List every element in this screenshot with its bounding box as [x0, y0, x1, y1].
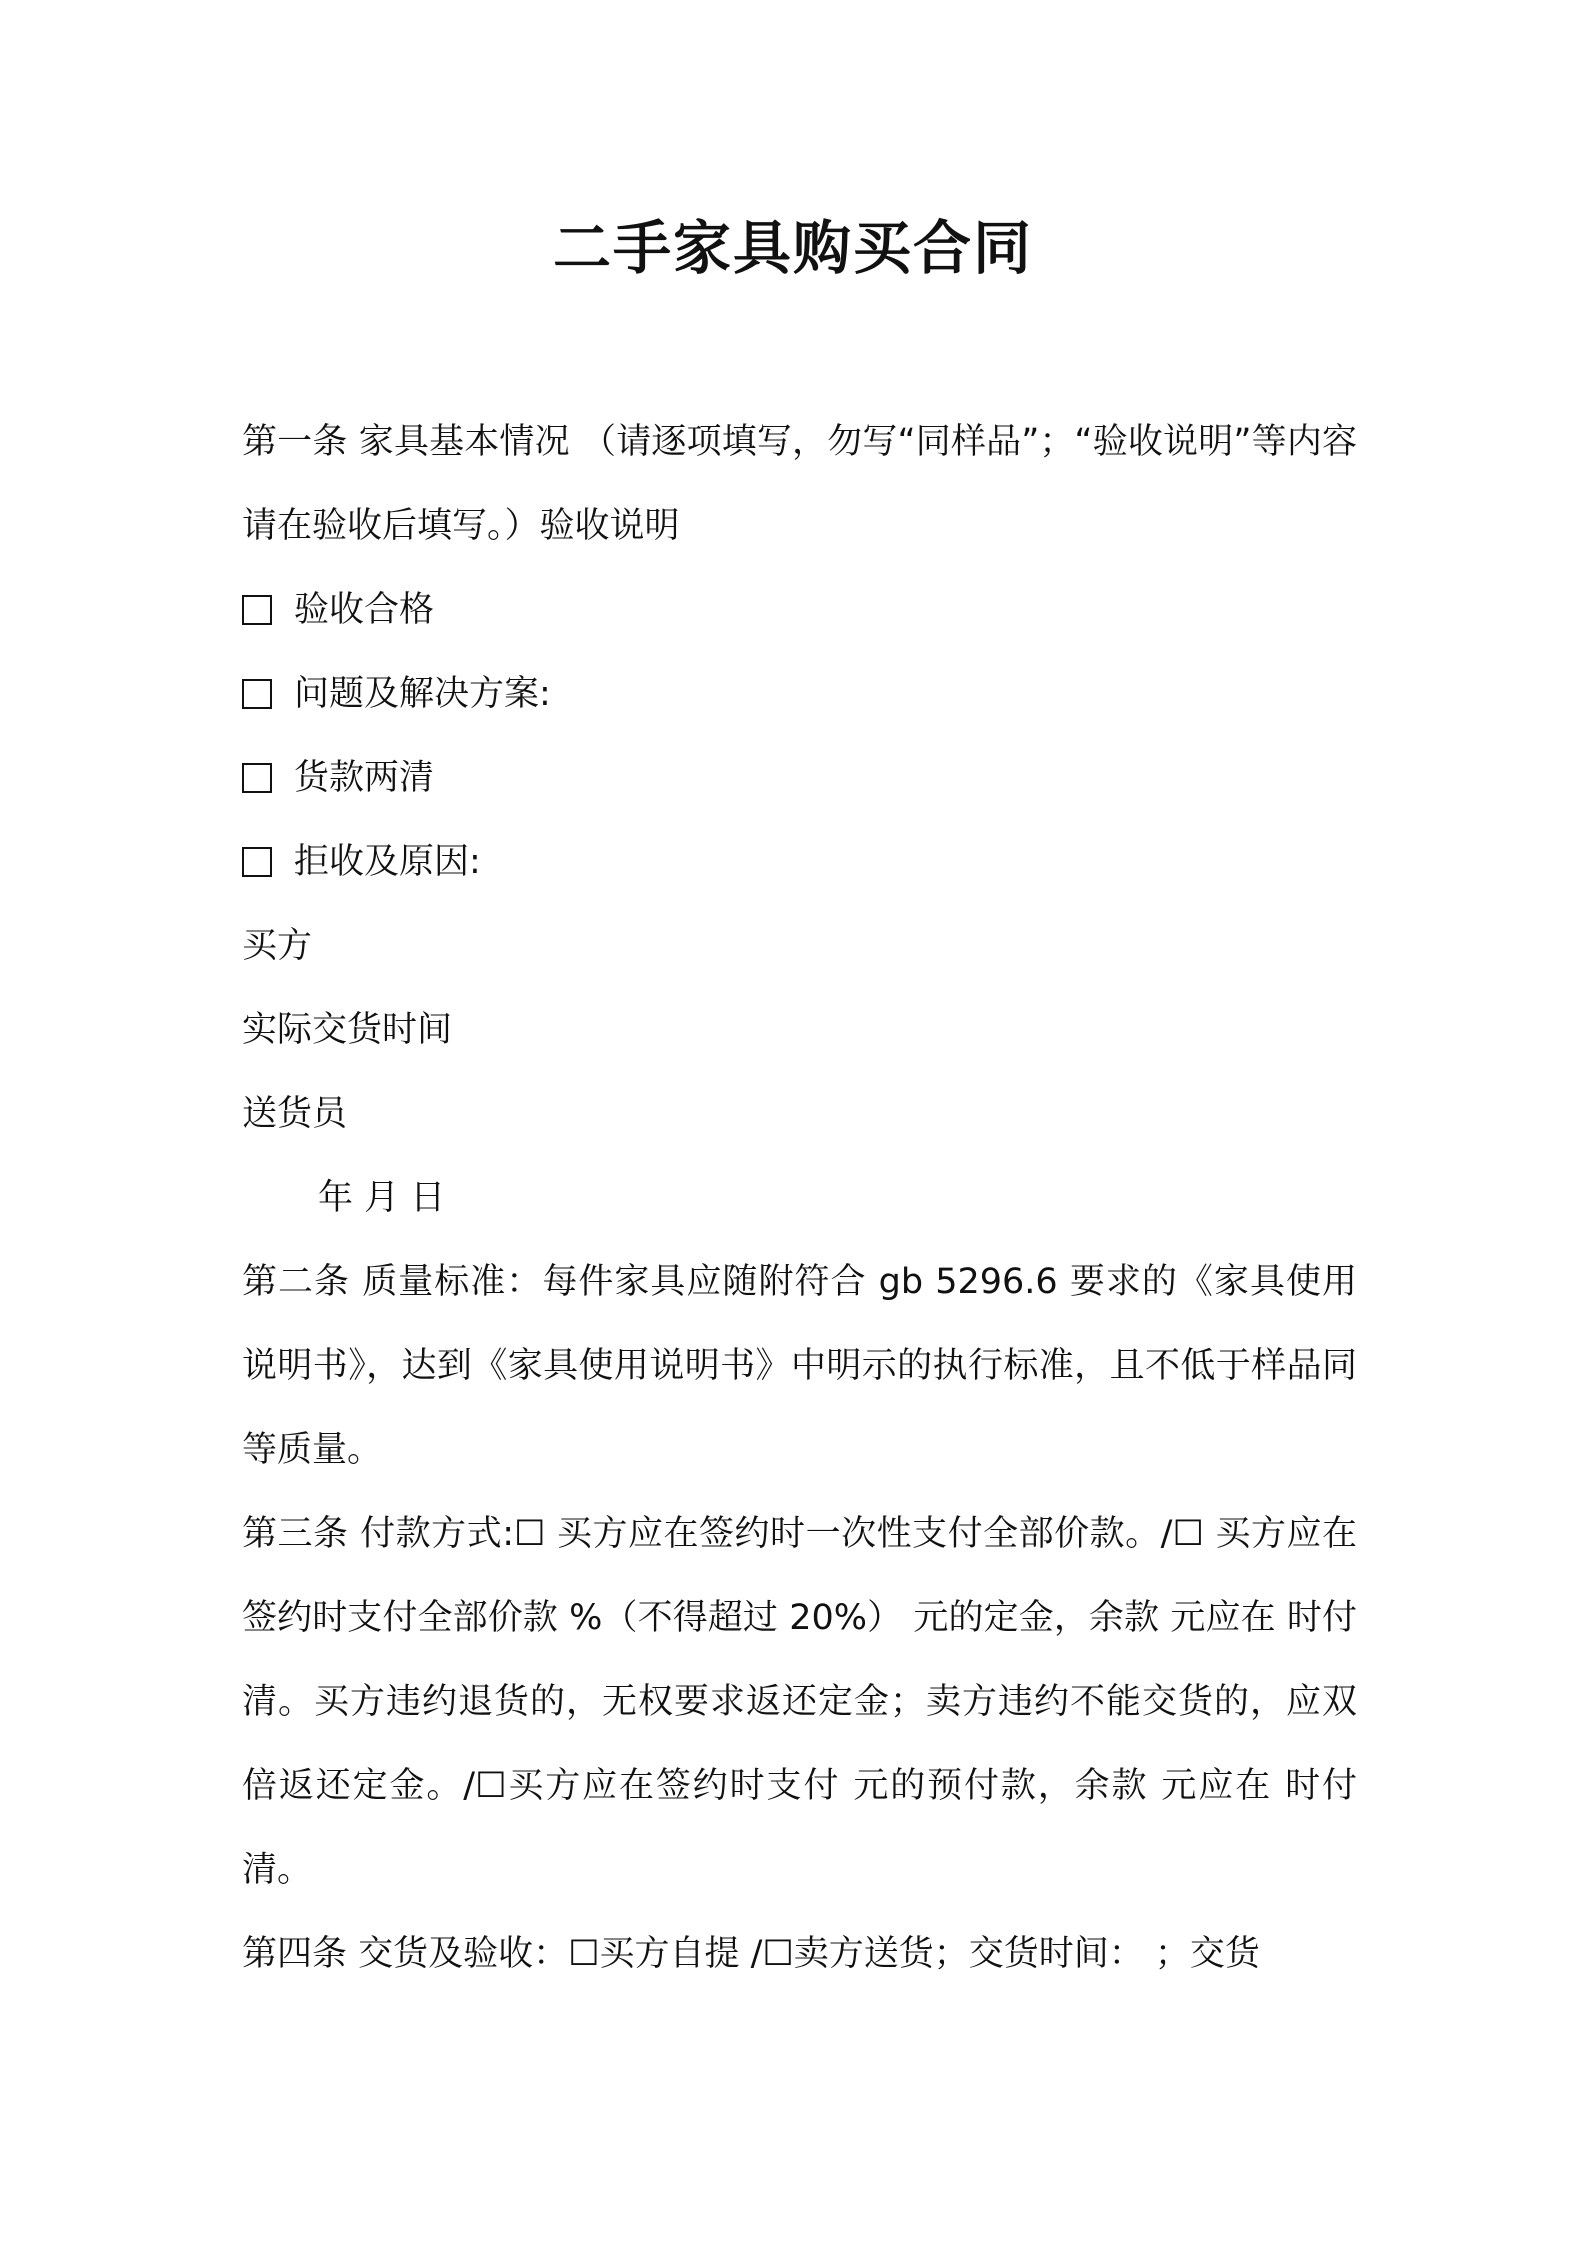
article-4: 第四条 交货及验收：☐买方自提 /☐卖方送货；交货时间： ；交货: [242, 1934, 1260, 1974]
actual-delivery-time-label: 实际交货时间: [242, 1010, 453, 1050]
article-3: 第三条 付款方式:☐ 买方应在签约时一次性支付全部价款。/☐ 买方应在签约时支付全部价款 %（不得超过 20%） 元的定金，余款 元应在 时付清。买方违约退货的，无权要求返还定金；卖方违约不能交货的，应双倍返还定金。/☐买方应在签约时支付 元的预付款，余款 元应在 时付清。: [242, 1514, 1357, 1890]
checklist-item-accepted: [242, 568, 1357, 652]
checkbox-icon: [242, 679, 272, 709]
article-2: 第二条 质量标准：每件家具应随附符合 gb 5296.6 要求的《家具使用说明书》，达到《家具使用说明书》中明示的执行标准，且不低于样品同等质量。: [242, 1262, 1357, 1470]
checklist-item-rejected: [242, 820, 1357, 904]
checklist-label: 拒收及原因:: [294, 842, 481, 882]
checkbox-icon: [242, 763, 272, 793]
document-title: 二手家具购买合同: [552, 214, 1033, 282]
checklist-label: 验收合格: [294, 590, 435, 630]
article-1: 第一条 家具基本情况 （请逐项填写，勿写“同样品”；“验收说明”等内容请在验收后填写。）验收说明: [242, 422, 1357, 546]
checklist-item-issues: [242, 652, 1357, 736]
checklist-label: 问题及解决方案:: [294, 674, 551, 714]
document-body: [242, 400, 1357, 1996]
buyer-label: 买方: [242, 926, 313, 966]
checkbox-icon: [242, 847, 272, 877]
checklist-item-paid: [242, 736, 1357, 820]
checklist-label: 货款两清: [294, 758, 435, 798]
date-line: 年 月 日: [318, 1178, 446, 1218]
checkbox-icon: [242, 595, 272, 625]
delivery-person-label: 送货员: [242, 1094, 348, 1134]
